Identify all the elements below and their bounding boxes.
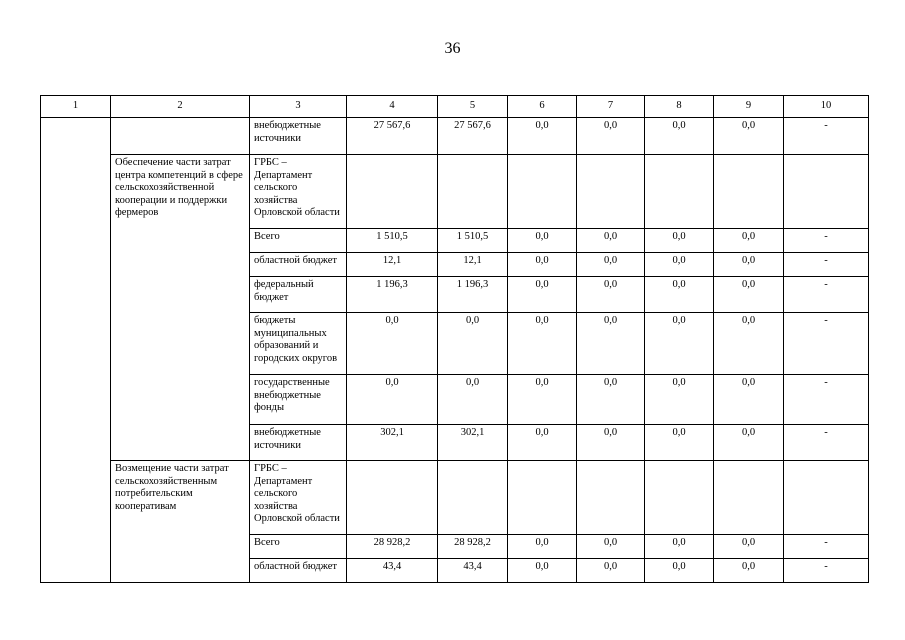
value-cell: 0,0 [508, 425, 577, 461]
value-cell: 0,0 [714, 375, 784, 425]
value-cell [714, 155, 784, 229]
value-cell: 1 510,5 [347, 229, 438, 253]
value-cell: 0,0 [645, 118, 714, 155]
column-header-7: 7 [577, 96, 645, 118]
column-1-cell [41, 118, 111, 583]
value-cell: 1 196,3 [438, 277, 508, 313]
value-cell: - [784, 253, 869, 277]
value-cell: 0,0 [645, 253, 714, 277]
value-cell: 0,0 [438, 313, 508, 375]
value-cell: 0,0 [577, 375, 645, 425]
value-cell: 43,4 [347, 559, 438, 583]
value-cell: 0,0 [577, 118, 645, 155]
value-cell: 0,0 [577, 313, 645, 375]
value-cell: 12,1 [347, 253, 438, 277]
header-row [41, 96, 869, 118]
value-cell [508, 461, 577, 535]
column-header-1: 1 [41, 96, 111, 118]
value-cell: 0,0 [714, 559, 784, 583]
funding-source-cell: Всего [250, 229, 347, 253]
value-cell: 0,0 [508, 229, 577, 253]
column-header-4: 4 [347, 96, 438, 118]
value-cell: 0,0 [577, 559, 645, 583]
value-cell [645, 155, 714, 229]
value-cell: 0,0 [508, 375, 577, 425]
value-cell [577, 461, 645, 535]
value-cell: 0,0 [714, 253, 784, 277]
funding-source-cell: областной бюджет [250, 253, 347, 277]
value-cell: 1 510,5 [438, 229, 508, 253]
value-cell: - [784, 118, 869, 155]
activity-cell [111, 118, 250, 155]
value-cell: 0,0 [645, 313, 714, 375]
value-cell: - [784, 229, 869, 253]
value-cell: 0,0 [347, 313, 438, 375]
funding-source-cell: ГРБС – Департамент сельского хозяйства Орловской области [250, 461, 347, 535]
value-cell: 0,0 [714, 425, 784, 461]
value-cell: 0,0 [577, 229, 645, 253]
column-header-9: 9 [714, 96, 784, 118]
value-cell: 0,0 [347, 375, 438, 425]
value-cell: 0,0 [714, 313, 784, 375]
funding-source-cell: Всего [250, 535, 347, 559]
value-cell: - [784, 425, 869, 461]
value-cell: 0,0 [645, 277, 714, 313]
value-cell: 0,0 [508, 313, 577, 375]
value-cell: 0,0 [508, 559, 577, 583]
value-cell: 27 567,6 [438, 118, 508, 155]
value-cell [784, 461, 869, 535]
value-cell [645, 461, 714, 535]
funding-source-cell: государственные внебюджетные фонды [250, 375, 347, 425]
value-cell [438, 155, 508, 229]
value-cell: - [784, 375, 869, 425]
table-row [41, 155, 869, 229]
funding-source-cell: бюджеты муниципальных образований и городских округов [250, 313, 347, 375]
funding-source-cell: областной бюджет [250, 559, 347, 583]
funding-source-cell: внебюджетные источники [250, 425, 347, 461]
value-cell: 43,4 [438, 559, 508, 583]
column-header-2: 2 [111, 96, 250, 118]
value-cell: 0,0 [577, 277, 645, 313]
value-cell: - [784, 559, 869, 583]
value-cell: 0,0 [577, 535, 645, 559]
value-cell: 0,0 [508, 277, 577, 313]
value-cell [438, 461, 508, 535]
column-header-6: 6 [508, 96, 577, 118]
value-cell: 0,0 [645, 229, 714, 253]
value-cell: 302,1 [438, 425, 508, 461]
value-cell: 0,0 [645, 535, 714, 559]
value-cell [347, 461, 438, 535]
value-cell: 0,0 [508, 118, 577, 155]
value-cell: 0,0 [577, 425, 645, 461]
value-cell: 0,0 [714, 118, 784, 155]
value-cell: - [784, 535, 869, 559]
table-row [41, 118, 869, 155]
value-cell: 0,0 [645, 559, 714, 583]
value-cell: - [784, 277, 869, 313]
value-cell: 0,0 [508, 535, 577, 559]
table-row [41, 461, 869, 535]
value-cell: 302,1 [347, 425, 438, 461]
column-header-5: 5 [438, 96, 508, 118]
column-header-8: 8 [645, 96, 714, 118]
funding-source-cell: внебюджетные источники [250, 118, 347, 155]
column-header-3: 3 [250, 96, 347, 118]
value-cell: 0,0 [645, 425, 714, 461]
column-header-10: 10 [784, 96, 869, 118]
activity-cell: Возмещение части затрат сельскохозяйственным потребительским кооперативам [111, 461, 250, 583]
value-cell: 0,0 [577, 253, 645, 277]
value-cell: 0,0 [508, 253, 577, 277]
value-cell: 0,0 [438, 375, 508, 425]
value-cell: - [784, 313, 869, 375]
value-cell [714, 461, 784, 535]
value-cell: 1 196,3 [347, 277, 438, 313]
page-number: 36 [444, 40, 461, 57]
value-cell: 0,0 [714, 277, 784, 313]
value-cell: 0,0 [714, 229, 784, 253]
value-cell: 12,1 [438, 253, 508, 277]
value-cell: 28 928,2 [347, 535, 438, 559]
activity-cell: Обеспечение части затрат центра компетенций в сфере сельскохозяйственной кооперации и поддержки фермеров [111, 155, 250, 461]
funding-source-cell: федеральный бюджет [250, 277, 347, 313]
value-cell: 28 928,2 [438, 535, 508, 559]
value-cell: 0,0 [645, 375, 714, 425]
value-cell: 0,0 [714, 535, 784, 559]
value-cell [508, 155, 577, 229]
value-cell [784, 155, 869, 229]
budget-table [40, 95, 869, 583]
value-cell: 27 567,6 [347, 118, 438, 155]
value-cell [577, 155, 645, 229]
value-cell [347, 155, 438, 229]
funding-source-cell: ГРБС – Департамент сельского хозяйства Орловской области [250, 155, 347, 229]
